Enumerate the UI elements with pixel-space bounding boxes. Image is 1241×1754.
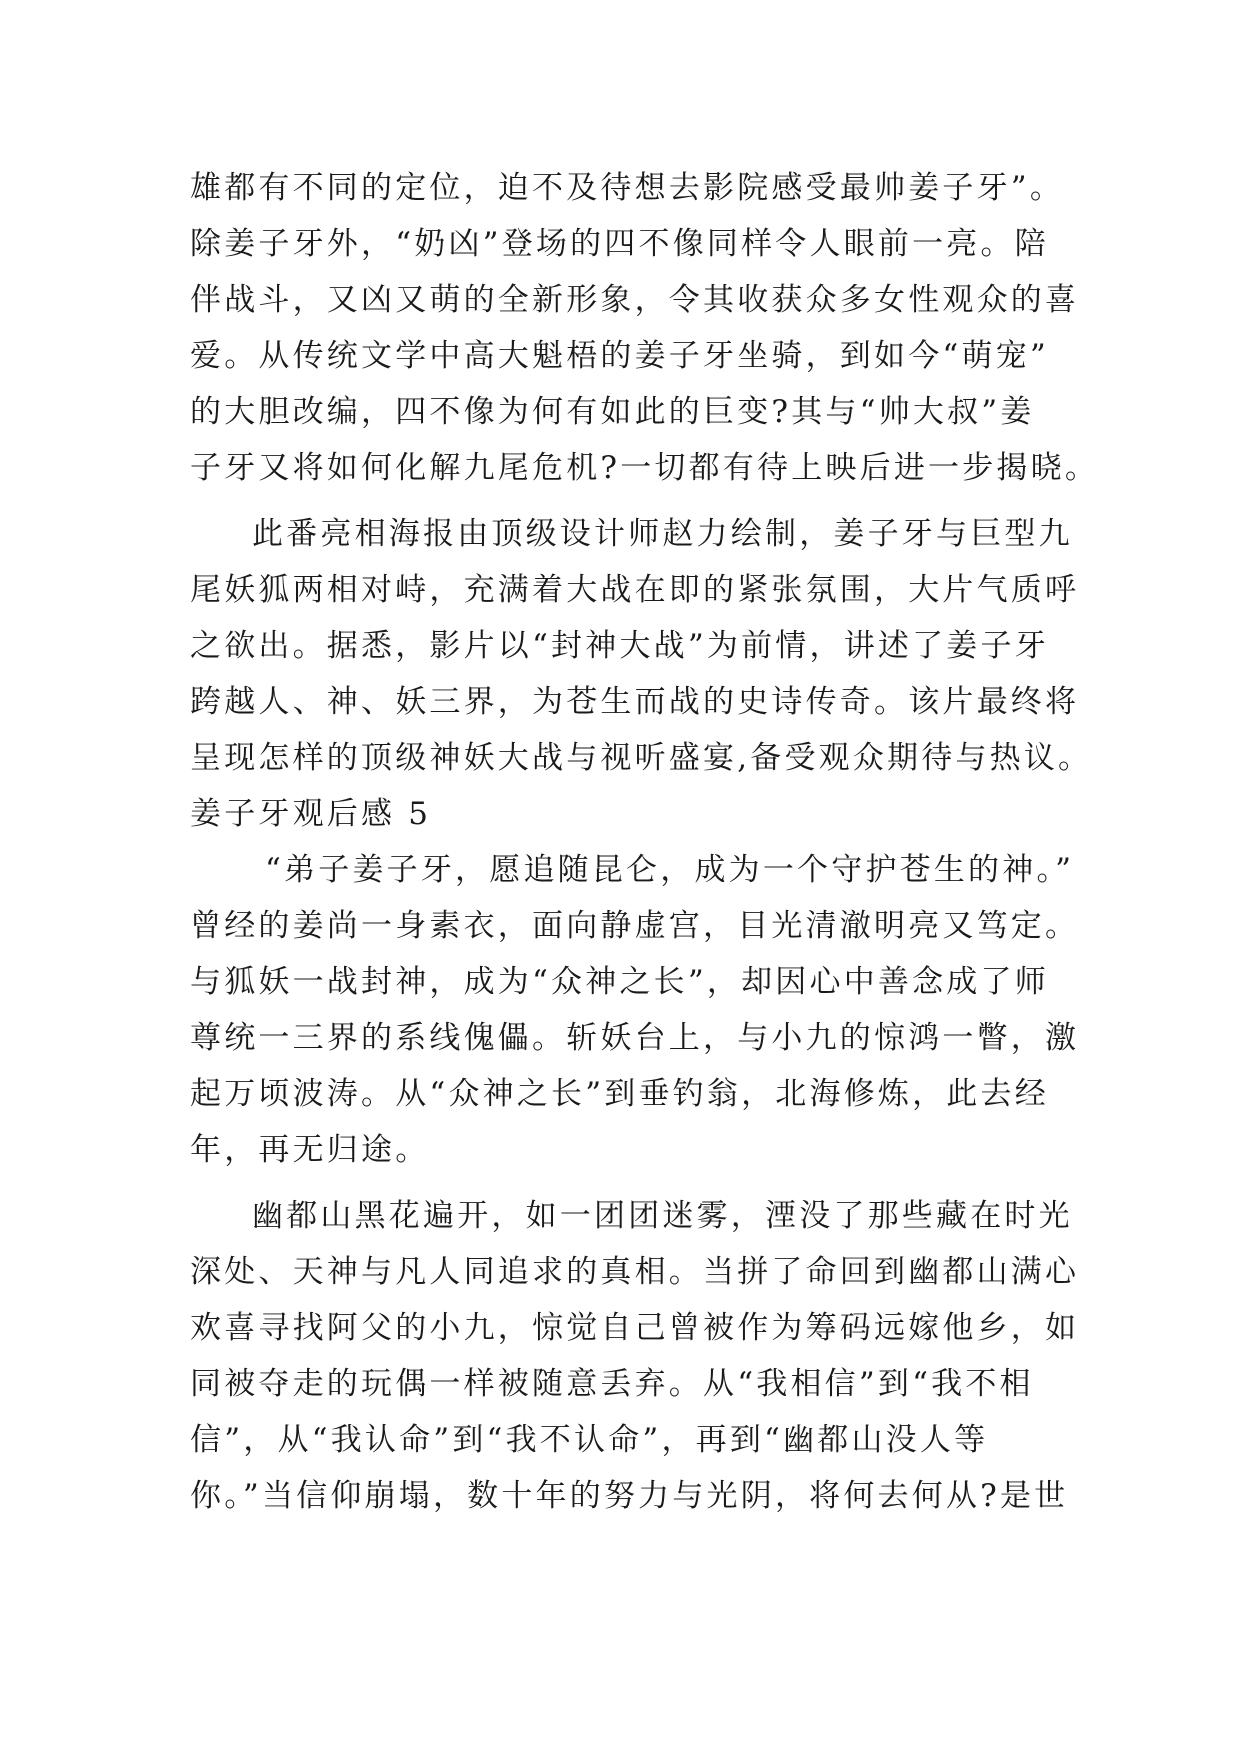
text-line: 深处、天神与凡人同追求的真相。当拼了命回到幽都山满心 <box>190 1254 1080 1290</box>
section-heading: 姜子牙观后感 5 <box>190 796 432 832</box>
text-line: 曾经的姜尚一身素衣，面向静虚宫，目光清澈明亮又笃定。 <box>190 908 1080 944</box>
text-line: 子牙又将如何化解九尾危机?一切都有待上映后进一步揭晓。 <box>190 450 1100 486</box>
text-line: 尾妖狐两相对峙，充满着大战在即的紧张氛围，大片气质呼 <box>190 572 1080 608</box>
text-line: 爱。从传统文学中高大魁梧的姜子牙坐骑，到如今“萌宠” <box>190 338 1049 374</box>
text-line: 跨越人、神、妖三界，为苍生而战的史诗传奇。该片最终将 <box>190 684 1080 720</box>
paragraph-first-line: 幽都山黑花遍开，如一团团迷雾，湮没了那些藏在时光 <box>252 1198 1073 1234</box>
text-line: 欢喜寻找阿父的小九，惊觉自己曾被作为筹码远嫁他乡，如 <box>190 1310 1080 1346</box>
text-line: 的大胆改编，四不像为何有如此的巨变?其与“帅大叔”姜 <box>190 394 1035 430</box>
text-line: 起万顷波涛。从“众神之长”到垂钓翁，北海修炼，此去经 <box>190 1076 1049 1112</box>
text-line: 年，再无归途。 <box>190 1132 430 1168</box>
text-line: 之欲出。据悉，影片以“封神大战”为前情，讲述了姜子牙 <box>190 628 1049 664</box>
text-line: 伴战斗，又凶又萌的全新形象，令其收获众多女性观众的喜 <box>190 282 1080 318</box>
text-line: 呈现怎样的顶级神妖大战与视听盛宴,备受观众期待与热议。 <box>190 740 1093 776</box>
text-line: 信”，从“我认命”到“我不认命”，再到“幽都山没人等 <box>190 1422 989 1458</box>
paragraph-first-line: “弟子姜子牙，愿追随昆仑，成为一个守护苍生的神。” <box>265 852 1075 888</box>
text-line: 尊统一三界的系线傀儡。斩妖台上，与小九的惊鸿一瞥，激 <box>190 1020 1080 1056</box>
text-line: 除姜子牙外，“奶凶”登场的四不像同样令人眼前一亮。陪 <box>190 226 1049 262</box>
text-line: 同被夺走的玩偶一样被随意丢弃。从“我相信”到“我不相 <box>190 1366 1034 1402</box>
text-line: 与狐妖一战封神，成为“众神之长”，却因心中善念成了师 <box>190 964 1049 1000</box>
text-line: 你。”当信仰崩塌，数十年的努力与光阴，将何去何从?是世 <box>190 1478 1069 1514</box>
text-line: 雄都有不同的定位，迫不及待想去影院感受最帅姜子牙”。 <box>190 170 1065 206</box>
article-body <box>190 160 1100 1524</box>
paragraph-first-line: 此番亮相海报由顶级设计师赵力绘制，姜子牙与巨型九 <box>252 516 1073 552</box>
